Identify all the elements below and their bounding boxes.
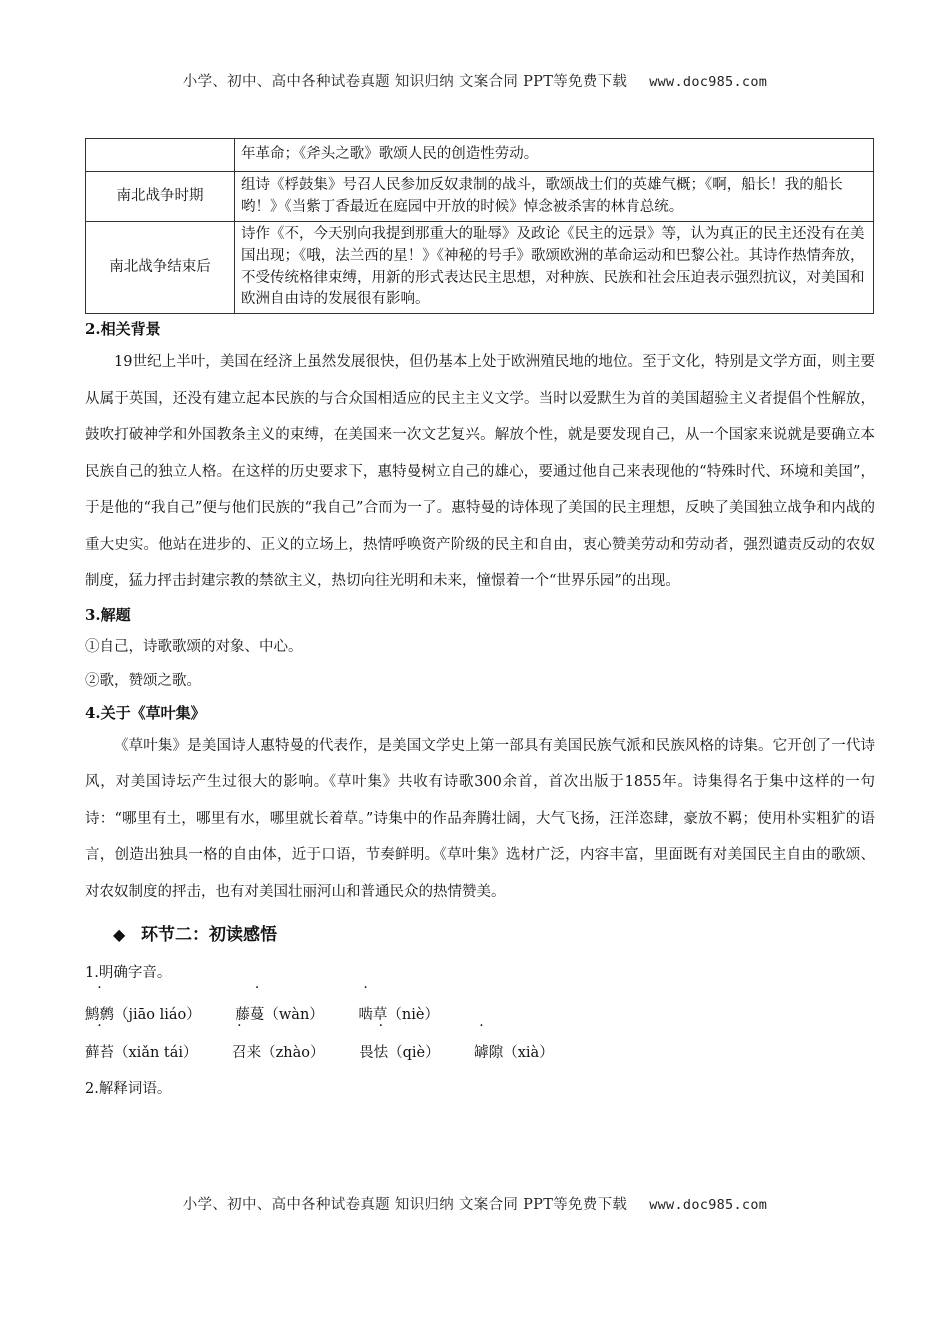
dotted-char: 啮 [358, 1007, 373, 1023]
pinyin: （jiāo liáo） [114, 1007, 201, 1023]
diamond-bullet-icon: ◆ [113, 925, 126, 944]
table-row [86, 139, 874, 172]
page-footer [0, 1193, 950, 1214]
pronunciation-item [359, 1034, 440, 1072]
pinyin: （zhào） [261, 1045, 325, 1061]
word-part: 草 [372, 1007, 388, 1023]
pronunciation-item [232, 1034, 324, 1072]
vocab-heading: 2.解释词语。 [85, 1081, 172, 1097]
pronunciation-heading: 1.明确字音。 [85, 965, 172, 981]
pinyin: （qiè） [388, 1045, 440, 1061]
page-header [0, 70, 950, 91]
pinyin: （wàn） [264, 1007, 324, 1023]
word-part: 来 [246, 1045, 262, 1061]
period-cell: 南北战争结束后 [86, 222, 235, 314]
works-cell: 组诗《桴鼓集》号召人民参加反奴隶制的战斗，歌颂战士们的英雄气概；《啊，船长！我的船长哟！》《当紫丁香最近在庭园中开放的时候》悼念被杀害的林肯总统。 [235, 172, 874, 222]
word-part: 畏 [359, 1045, 374, 1061]
header-text: 小学、初中、高中各种试卷真题 知识归纳 文案合同 PPT等免费下载 [182, 74, 628, 90]
dotted-char: 藓苔 [85, 1045, 114, 1061]
table-row [86, 172, 874, 222]
dotted-char: 蔓 [249, 1007, 265, 1023]
works-cell: 诗作《不，今天别向我提到那重大的耻辱》及政论《民主的远景》等，认为真正的民主还没有在美国出现；《哦，法兰西的星！》《神秘的号手》歌颂欧洲的革命运动和巴黎公社。其诗作热情奔放，不受传统格律束缚，用新的形式表达民主思想，对种族、民族和社会压迫表示强烈抗议，对美国和欧洲自由诗的发展很有影响。 [235, 222, 874, 314]
word-part: 隙 [488, 1045, 504, 1061]
background-paragraph: 19世纪上半叶，美国在经济上虽然发展很快，但仍基本上处于欧洲殖民地的地位。至于文化，特别是文学方面，则主要从属于英国，还没有建立起本民族的与合众国相适应的民主主义文学。当时以爱默生为首的美国超验主义者提倡个性解放，鼓吹打破神学和外国教条主义的束缚，在美国来一次文艺复兴。解放个性，就是要发现自己，从一个国家来说就是要确立本民族自己的独立人格。在这样的历史要求下，惠特曼树立自己的雄心，要通过他自己来表现他的“特殊时代、环境和美国”，于是他的“我自己”便与他们民族的“我自己”合而为一了。惠特曼的诗体现了美国的民主理想，反映了美国独立战争和内战的重大史实。他站在进步的、正义的立场上，热情呼唤资产阶级的民主和自由，衷心赞美劳动和劳动者，强烈谴责反动的农奴制度，猛力抨击封建宗教的禁欲主义，热切向往光明和未来，憧憬着一个“世界乐园”的出现。 [85, 354, 875, 589]
header-url[interactable]: www.doc985.com [649, 74, 768, 90]
section-two-title [113, 920, 875, 950]
works-cell: 年革命；《斧头之歌》歌颂人民的创造性劳动。 [235, 139, 874, 172]
pronunciation-item [358, 996, 439, 1034]
dotted-char: 怯 [373, 1045, 389, 1061]
background-heading: 2.相关背景 [85, 320, 161, 338]
title-explain-item: ①自己，诗歌歌颂的对象、中心。 [85, 638, 303, 655]
pronunciation-item [235, 996, 323, 1034]
footer-text: 小学、初中、高中各种试卷真题 知识归纳 文案合同 PPT等免费下载 [182, 1197, 628, 1213]
title-explain-heading: 3.解题 [85, 605, 131, 624]
period-cell [86, 139, 235, 172]
document-body [85, 138, 875, 1106]
pronunciation-item [85, 996, 201, 1034]
pinyin: （niè） [387, 1007, 439, 1023]
pronunciation-row [85, 1034, 875, 1072]
period-cell: 南北战争时期 [86, 172, 235, 222]
word-part: 藤 [235, 1007, 250, 1023]
table-row [86, 222, 874, 314]
dotted-char: 罅 [474, 1045, 489, 1061]
section-two-label: 环节二：初读感悟 [141, 925, 277, 945]
pinyin: （xià） [503, 1045, 554, 1061]
works-table [85, 138, 874, 314]
dotted-char: 召 [232, 1045, 247, 1061]
footer-url[interactable]: www.doc985.com [649, 1197, 768, 1213]
about-paragraph: 《草叶集》是美国诗人惠特曼的代表作，是美国文学史上第一部具有美国民族气派和民族风格的诗集。它开创了一代诗风，对美国诗坛产生过很大的影响。《草叶集》共收有诗歌300余首，首次出版于1855年。诗集得名于集中这样的一句诗：“哪里有土，哪里有水，哪里就长着草。”诗集中的作品奔腾壮阔，大气飞扬，汪洋恣肆，豪放不羁；使用朴实粗犷的语言，创造出独具一格的自由体，近于口语，节奏鲜明。《草叶集》选材广泛，内容丰富，里面既有对美国民主自由的歌颂、对农奴制度的抨击，也有对美国壮丽河山和普通民众的热情赞美。 [85, 737, 875, 900]
dotted-char: 鹪鹩 [85, 1007, 114, 1023]
pronunciation-item [85, 1034, 198, 1072]
pronunciation-item [474, 1034, 553, 1072]
pinyin: （xiǎn tái） [114, 1045, 198, 1061]
about-heading: 4.关于《草叶集》 [85, 703, 206, 722]
title-explain-item: ②歌，赞颂之歌。 [85, 672, 201, 689]
